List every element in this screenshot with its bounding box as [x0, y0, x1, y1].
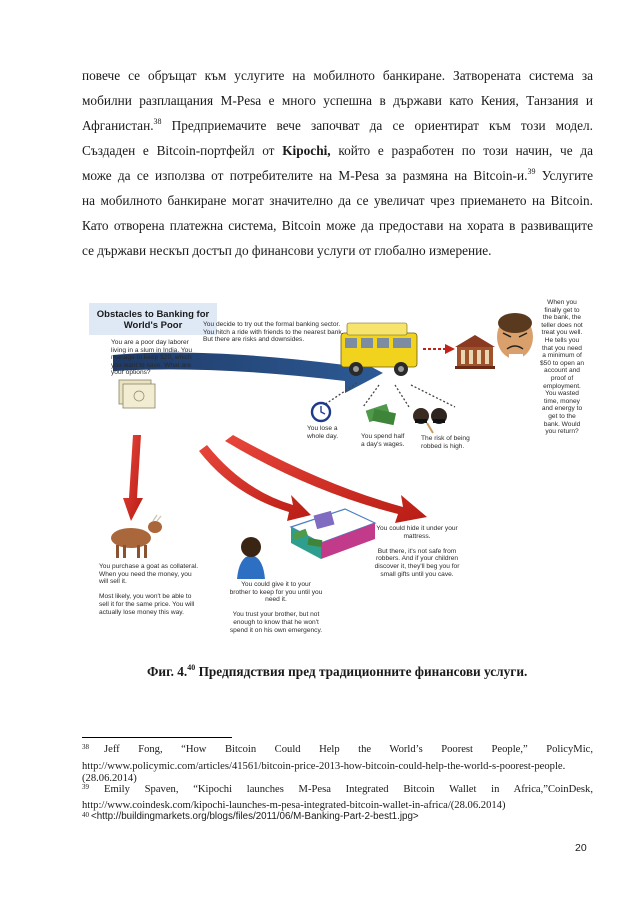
paragraph-line: повече се обръщат към услугите на мобилното банкиране. Затворената система за	[82, 68, 593, 83]
footnote-line: Jeff Fong, “How Bitcoin Could Help the World’s Poorest People,” PolicyMic,	[104, 744, 593, 755]
paragraph-text: който е разработен по този начин, че да	[338, 143, 593, 158]
goat-text: You purchase a goat as collateral. When you need the money, you will sell it. Most likely, you won't be able to sell it for the same price. You will actually lose money this way.	[99, 563, 199, 616]
dotted-arrows	[321, 383, 455, 407]
footnote-39	[82, 784, 593, 812]
paragraph-text: Услугите	[541, 168, 593, 183]
red-arrow-goat	[123, 435, 143, 521]
paragraph-text: Предприемачите вече започват да се ориентират към този модел.	[171, 118, 593, 133]
footnote-number: 38	[82, 743, 89, 751]
brother-text: You could give it to your brother to keep for you until you need it. You trust your brother, but not enough to know that he won't spend it on his own emergency.	[229, 581, 323, 634]
footnote-number: 40	[82, 811, 89, 819]
paragraph-text: Афганистан.	[82, 118, 154, 133]
kipochi-name: Kipochi,	[282, 143, 331, 158]
red-arrow-mattress	[225, 435, 427, 523]
paragraph-line: на мобилното банкиране могат значително да се увеличат чрез приемането на Bitcoin.	[82, 193, 593, 208]
footnote-40	[82, 811, 593, 823]
money-icon	[366, 404, 396, 425]
caption-text: Предпядствия пред традиционните финансови услуги.	[195, 664, 528, 679]
robbers-icon	[413, 408, 447, 433]
footnote-line: Emily Spaven, “Kipochi launches M-Pesa Integrated Bitcoin Wallet in Africa,”CoinDesk,	[104, 784, 593, 795]
paragraph-line	[82, 143, 593, 159]
paragraph-line	[82, 118, 593, 134]
footnote-rule	[82, 737, 232, 738]
paragraph-line: мобилни разплащания M-Pesa е много успешна в държави като Кения, Танзания и	[82, 93, 593, 108]
paragraph-line: се държави нескъп достъп до финансови услуги от глобално измерение.	[82, 243, 492, 258]
caption-ref: 40	[187, 663, 196, 672]
footnote-38	[82, 744, 593, 785]
footnote-url[interactable]: http://www.policymic.com/articles/41561/bitcoin-price-2013-how-bitcoin-could-help-the-world-s-poorest-people.	[82, 761, 566, 772]
footnote-url[interactable]: <http://buildingmarkets.org/blogs/files/2011/06/M-Banking-Part-2-best1.jpg>	[91, 811, 419, 822]
brother-icon	[237, 537, 265, 579]
paragraph-line	[82, 168, 593, 184]
lose-day-text: You lose a whole day.	[307, 425, 339, 440]
footnote-number: 39	[82, 783, 89, 791]
cash-icon	[119, 380, 155, 408]
paragraph-text: може да се използва от потребителите на M-Pesa за размяна на Bitcoin-и.	[82, 168, 528, 183]
paragraph-text: Създаден е Bitcoin-портфейл от	[82, 143, 275, 158]
dashed-arrow-head	[445, 344, 455, 354]
page-number: 20	[575, 842, 587, 854]
spend-half-text: You spend half a day's wages.	[361, 433, 405, 448]
teller-text: When you finally get to the bank, the teller does not treat you well. He tells you that you need a minimum of $50 to open an account and proof of employment. You wasted time, money and energy to get to the bank. Would you return?	[540, 299, 584, 436]
footnote-url[interactable]: http://www.coindesk.com/kipochi-launches-m-pesa-integrated-bitcoin-wallet-in-africa/(28.06.2014)	[82, 800, 506, 811]
teller-icon	[497, 313, 533, 362]
intro-text: You are a poor day laborer living in a slum in India. You manage to keep $20, which you want to save. What are your options?	[111, 339, 193, 377]
bank-icon	[455, 335, 495, 369]
footnote-ref: 39	[527, 168, 536, 176]
paragraph-line: Като отворена платежна система, Bitcoin може да предостави на хората в развиващите	[82, 218, 593, 233]
figure-caption	[147, 664, 527, 680]
figure-title: Obstacles to Banking for World's Poor	[96, 309, 210, 331]
mattress-text: You could hide it under your mattress. But there, it's not safe from robbers. And if your children discover it, they'll beg you for small gifts until you cave.	[374, 525, 460, 578]
robbed-text: The risk of being robbed is high.	[421, 435, 470, 450]
bank-sector-text: You decide to try out the formal banking sector. You hitch a ride with friends to the nearest bank. But there are risks and downsides.	[203, 321, 344, 344]
clock-icon	[312, 403, 330, 421]
goat-icon	[111, 515, 162, 558]
caption-prefix: Фиг. 4.	[147, 664, 188, 679]
obstacles-infographic	[83, 295, 591, 634]
footnote-ref: 38	[153, 118, 162, 126]
footnote-line: (28.06.2014)	[82, 773, 137, 784]
